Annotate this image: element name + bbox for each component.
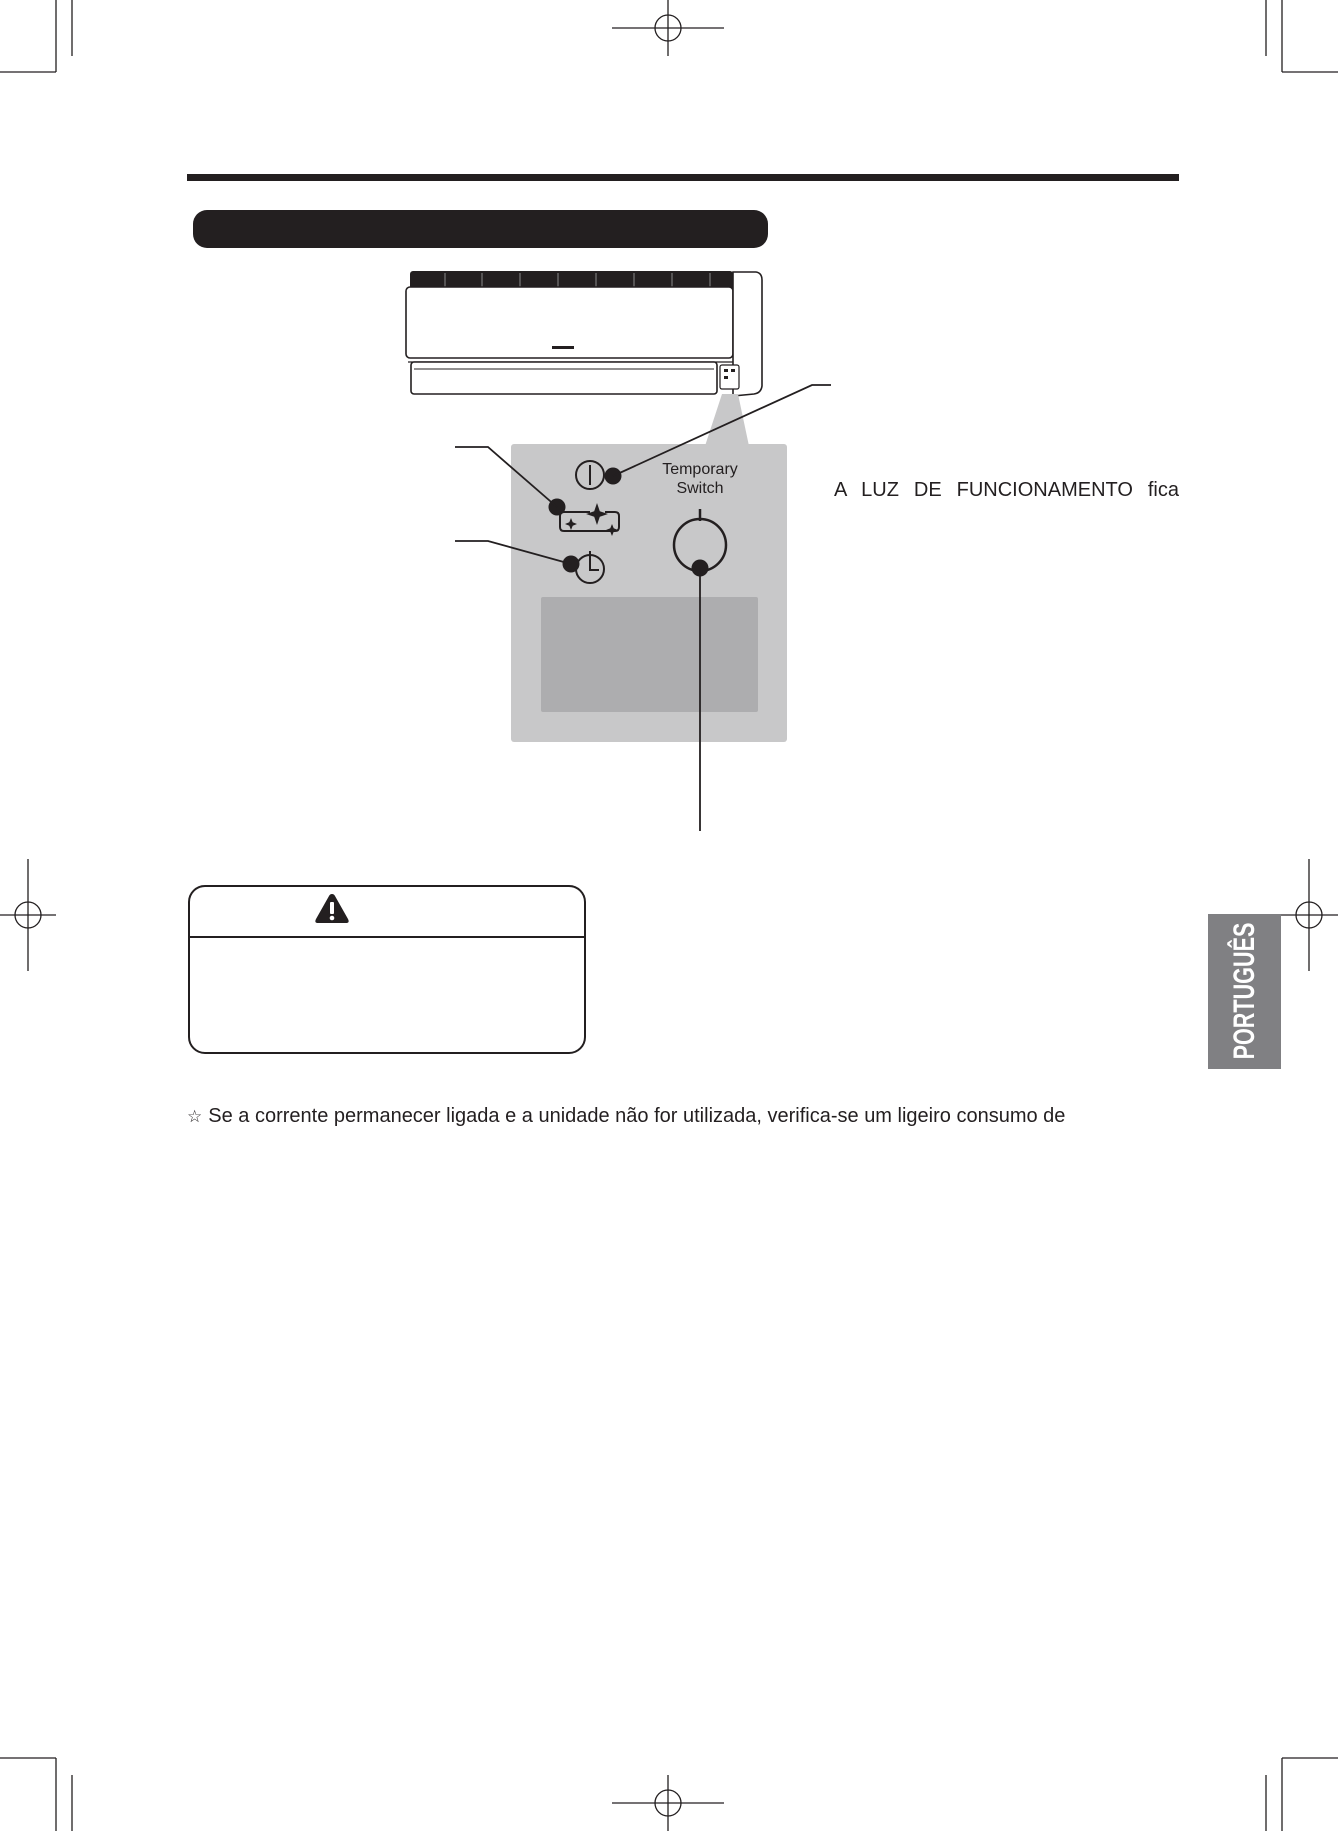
registration-crosshair-icon <box>0 859 56 971</box>
registration-crosshair-icon <box>1281 859 1338 971</box>
receiver-window <box>541 597 758 712</box>
language-tab-label: PORTUGUÊS <box>1227 923 1261 1060</box>
operation-lamp-description: A LUZ DE FUNCIONAMENTO fica <box>834 479 1179 501</box>
language-side-tab <box>1208 914 1281 1069</box>
unit-louver <box>411 362 717 394</box>
star-icon: ☆ <box>187 1107 203 1127</box>
registration-crosshair-icon <box>612 0 724 56</box>
zoom-wedge <box>705 394 749 446</box>
section-title-bar <box>193 210 768 248</box>
temporary-switch-label: Temporary <box>662 461 738 478</box>
indoor-unit-illustration <box>406 271 762 396</box>
header-rule <box>187 174 1179 181</box>
warning-box <box>189 886 585 1053</box>
standby-power-footnote <box>187 1104 1065 1129</box>
registration-crosshair-icon <box>612 1775 724 1831</box>
unit-logo <box>552 346 574 349</box>
unit-display-window <box>720 365 739 389</box>
footnote-text: Se a corrente permanecer ligada e a unidade não for utilizada, verifica-se um ligeiro consumo de <box>208 1105 1066 1127</box>
temporary-switch-label: Switch <box>676 480 724 497</box>
